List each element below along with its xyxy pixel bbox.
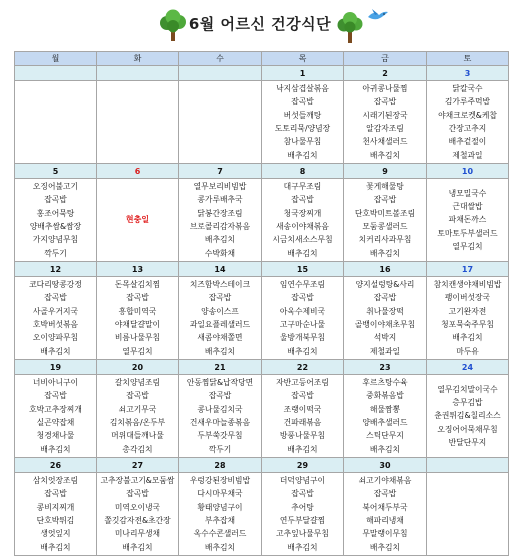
weekday-header: 월 (15, 52, 97, 66)
menu-item: 가지양념무침 (32, 235, 79, 245)
date-cell: 3 (427, 66, 509, 81)
menu-item: 열무김치 (122, 346, 153, 356)
menu-row (15, 81, 509, 164)
menu-item: 안동찜닭&납작당면 (186, 377, 254, 387)
menu-cell (179, 81, 262, 164)
menu-cell (344, 473, 427, 556)
menu-item: 배추김치 (204, 235, 236, 245)
menu-item: 건새우마늘종볶음 (189, 418, 251, 427)
menu-item: 취나물장떡 (366, 306, 404, 316)
menu-cell (427, 277, 509, 360)
date-row (15, 360, 509, 375)
menu-item: 잡곡밥 (373, 97, 397, 107)
weekday-header: 화 (97, 52, 179, 66)
menu-item: 미나리무생채 (114, 529, 161, 539)
menu-item: 배추김치 (369, 150, 401, 160)
menu-item: 배추김치 (204, 542, 236, 552)
menu-item: 잡곡밥 (291, 391, 314, 401)
weekday-header-row (15, 52, 509, 66)
menu-item: 잡곡밥 (208, 391, 232, 401)
menu-cell (179, 473, 262, 556)
menu-cell (97, 81, 179, 164)
menu-item: 비름나물무침 (114, 333, 161, 343)
menu-item: 새콤야채쫄면 (197, 333, 243, 343)
weekday-header: 목 (262, 52, 344, 66)
menu-item: 배추김치 (287, 248, 318, 258)
menu-item: 배추김치 (369, 248, 401, 258)
menu-item: 삼치엇장조림 (32, 475, 79, 485)
weekday-header: 토 (427, 52, 509, 66)
menu-item: 춘권튀김&칠리소스 (434, 411, 501, 421)
menu-item: 자반고등어조림 (276, 377, 329, 387)
menu-item: 청경채나물 (36, 431, 75, 441)
menu-cell (262, 179, 344, 262)
menu-item: 열무김치말이국수 (437, 384, 498, 394)
menu-item: 배추김치 (287, 542, 318, 552)
menu-item: 새송이야채볶음 (276, 222, 329, 231)
menu-item: 쫄깃감자전&초간장 (104, 516, 171, 525)
menu-item: 모둠콩샐러드 (362, 222, 408, 231)
date-cell: 15 (262, 262, 344, 277)
menu-item: 임연수무조림 (279, 279, 326, 289)
menu-item: 고기완자전 (448, 306, 487, 316)
date-row (15, 458, 509, 473)
menu-item: 북어채두부국 (362, 502, 408, 512)
menu-item: 잡곡밥 (373, 293, 397, 303)
menu-cell (344, 179, 427, 262)
date-cell: 2 (344, 66, 427, 81)
date-cell: 10 (427, 164, 509, 179)
menu-item: 냉모밀국수 (448, 188, 487, 198)
menu-cell (97, 277, 179, 360)
menu-item: 천사채샐러드 (362, 137, 408, 147)
menu-cell (15, 179, 97, 262)
menu-item: 아귀콩나물찜 (362, 83, 408, 93)
menu-item: 중화볶음밥 (366, 391, 404, 401)
date-cell: 24 (427, 360, 509, 375)
menu-cell (179, 277, 262, 360)
menu-item: 배추김치 (40, 444, 71, 454)
menu-item: 배추김치 (40, 542, 71, 552)
menu-item: 배추김치 (287, 346, 318, 356)
menu-item: 콩가루배추국 (197, 195, 243, 205)
menu-item: 무말랭이무침 (362, 529, 408, 539)
menu-item: 배추김치 (122, 542, 153, 552)
date-cell: 16 (344, 262, 427, 277)
date-cell: 28 (179, 458, 262, 473)
menu-item: 더덕양념구이 (279, 475, 326, 485)
menu-item: 단호박튀김 (36, 516, 75, 525)
menu-item: 참나물무침 (283, 137, 322, 147)
menu-item: 갈치양념조림 (114, 377, 161, 387)
menu-item: 토마토두부샐러드 (437, 228, 498, 238)
date-cell: 1 (262, 66, 344, 81)
menu-item: 배추김치 (287, 444, 318, 454)
tree-icon (336, 12, 364, 44)
menu-item: 마두유 (456, 346, 479, 356)
menu-item: 시래기된장국 (362, 110, 408, 120)
menu-item: 야채달걀말이 (114, 320, 161, 329)
menu-cell (262, 81, 344, 164)
menu-cell (427, 81, 509, 164)
menu-item: 오징어어묵채무침 (437, 424, 498, 434)
menu-item: 두부쑥갓무침 (197, 431, 243, 441)
menu-item: 김가루주먹밥 (444, 97, 491, 107)
weekday-header: 금 (344, 52, 427, 66)
menu-cell (344, 81, 427, 164)
menu-row (15, 473, 509, 556)
date-cell: 27 (97, 458, 179, 473)
date-cell: 20 (97, 360, 179, 375)
menu-item: 고구마순나물 (279, 320, 326, 329)
menu-item: 우렁강된장비빔밥 (189, 475, 251, 485)
menu-item: 양배추쌈&쌈장 (29, 222, 82, 231)
menu-item: 잡곡밥 (291, 489, 314, 499)
menu-item: 미역오이냉국 (114, 502, 161, 512)
menu-item: 다시마무채국 (197, 489, 243, 499)
menu-item: 깍두기 (208, 444, 232, 454)
menu-item: 참치캔생야채비빔밥 (433, 279, 502, 289)
menu-cell (179, 179, 262, 262)
menu-item: 오징어불고기 (32, 181, 79, 191)
menu-cell (262, 375, 344, 458)
menu-item: 잡곡밥 (44, 195, 67, 205)
bird-icon (366, 8, 390, 24)
date-cell: 14 (179, 262, 262, 277)
menu-item: 해물짬뽕 (369, 404, 401, 414)
menu-item: 옥수수콘샐러드 (193, 529, 247, 539)
menu-item: 흥합미역국 (118, 306, 157, 316)
menu-cell (15, 473, 97, 556)
menu-item: 부추잡채 (204, 516, 236, 525)
menu-item: 오이양파무침 (32, 333, 79, 343)
menu-item: 잡곡밥 (291, 195, 314, 205)
date-cell: 23 (344, 360, 427, 375)
menu-item: 버섯들깨탕 (283, 110, 322, 120)
menu-item: 실곤약잡채 (36, 418, 75, 427)
menu-cell (15, 81, 97, 164)
date-row (15, 66, 509, 81)
date-cell: 30 (344, 458, 427, 473)
menu-item: 잡곡밥 (126, 391, 149, 401)
menu-cell (344, 375, 427, 458)
date-cell: 6 (97, 164, 179, 179)
menu-cell (262, 277, 344, 360)
date-cell (179, 66, 262, 81)
menu-item: 잡곡밥 (373, 195, 397, 205)
menu-item: 단호박미트볼조림 (354, 208, 416, 218)
menu-item: 야채크로켓&케찹 (438, 110, 497, 120)
menu-item: 울방개북무침 (279, 333, 326, 343)
menu-item: 스틱단무지 (366, 431, 404, 441)
menu-item: 팽이버섯장국 (444, 293, 491, 303)
menu-item: 수박화채 (204, 248, 236, 258)
menu-item: 배추김치 (369, 542, 401, 552)
menu-item: 대구무조림 (283, 181, 322, 191)
date-cell: 19 (15, 360, 97, 375)
menu-item: 시금치새소스무침 (272, 235, 333, 245)
menu-item: 근대쌀밥 (452, 201, 483, 211)
menu-item: 연두부달걀찜 (279, 516, 326, 525)
menu-item: 콩비지찌개 (36, 502, 75, 512)
menu-row (15, 277, 509, 360)
menu-item: 방풍나물무침 (279, 431, 326, 441)
menu-item: 총각김치 (122, 444, 153, 454)
menu-item: 배추겉절이 (448, 137, 487, 147)
menu-item: 브로콜리감자볶음 (189, 222, 251, 231)
weekday-header: 수 (179, 52, 262, 66)
date-cell (15, 66, 97, 81)
menu-item: 석박지 (373, 333, 397, 343)
date-cell: 12 (15, 262, 97, 277)
date-row (15, 262, 509, 277)
menu-item: 잡곡밥 (208, 293, 232, 303)
menu-cell (15, 375, 97, 458)
menu-item: 반달단무지 (448, 438, 487, 448)
menu-item: 치커리사과무침 (358, 235, 412, 245)
menu-item: 청포묵숙주무침 (441, 320, 494, 329)
menu-item: 콩나물김치국 (197, 404, 243, 414)
menu-item: 양송이스프 (201, 306, 239, 316)
date-cell: 17 (427, 262, 509, 277)
page-title: 6월 어르신 건강식단 (188, 15, 332, 33)
holiday-label: 현충일 (125, 215, 150, 225)
date-cell: 29 (262, 458, 344, 473)
menu-item: 쇠고기무국 (118, 404, 157, 414)
menu-item: 조랭이떡국 (283, 404, 322, 414)
menu-item: 청국장찌개 (283, 208, 322, 218)
menu-item: 치즈함박스테이크 (189, 279, 251, 289)
menu-cell (179, 375, 262, 458)
menu-item: 너비아니구이 (32, 377, 79, 387)
menu-item: 낙지삼겹살볶음 (276, 83, 329, 93)
menu-item: 돈목살김치찜 (114, 279, 161, 289)
date-cell: 21 (179, 360, 262, 375)
menu-item: 꽃게해물탕 (366, 181, 404, 191)
menu-item: 양배추샐러드 (362, 418, 408, 427)
menu-item: 잡곡밥 (44, 391, 67, 401)
menu-item: 고추잎나물무침 (276, 529, 329, 539)
menu-item: 잡곡밥 (291, 293, 314, 303)
menu-calendar (14, 51, 509, 556)
menu-item: 배추김치 (369, 444, 401, 454)
date-cell: 26 (15, 458, 97, 473)
menu-item: 간장고추지 (448, 124, 487, 133)
menu-item: 도토리묵/양념장 (274, 124, 331, 133)
menu-item: 김치볶음/온두부 (109, 418, 166, 427)
menu-cell (262, 473, 344, 556)
menu-item: 열무보리비빔밥 (193, 181, 247, 191)
menu-item: 잡곡밥 (126, 293, 149, 303)
menu-cell (15, 277, 97, 360)
menu-cell (97, 375, 179, 458)
date-cell: 5 (15, 164, 97, 179)
menu-cell (427, 375, 509, 458)
menu-row (15, 375, 509, 458)
date-cell: 22 (262, 360, 344, 375)
menu-cell (427, 473, 509, 556)
date-cell: 9 (344, 164, 427, 179)
menu-item: 후르츠탕수육 (362, 377, 408, 387)
menu-item: 골뱅이야채초무침 (354, 320, 416, 329)
menu-item: 황태양념구이 (197, 502, 243, 512)
menu-cell (427, 179, 509, 262)
menu-item: 아욱수제비국 (279, 306, 326, 316)
menu-item: 열무김치 (452, 242, 483, 252)
menu-item: 해파리냉채 (366, 516, 404, 525)
menu-item: 배추김치 (204, 346, 236, 356)
menu-cell (344, 277, 427, 360)
menu-item: 닭칼국수 (452, 83, 483, 93)
menu-item: 잡곡밥 (291, 97, 314, 107)
menu-item: 고추장불고기&모둠쌈 (100, 475, 175, 485)
menu-item: 잡곡밥 (44, 489, 67, 499)
header (0, 0, 520, 48)
menu-item: 파채돈까스 (448, 215, 487, 225)
menu-cell (97, 473, 179, 556)
menu-item: 머위대들깨나물 (111, 431, 164, 441)
menu-item: 코다리땅콩강정 (29, 279, 82, 289)
date-cell (97, 66, 179, 81)
menu-item: 생엇잎지 (40, 529, 71, 539)
date-cell: 13 (97, 262, 179, 277)
menu-item: 과일요플레샐러드 (189, 320, 251, 329)
date-cell: 7 (179, 164, 262, 179)
menu-item: 층무김밥 (452, 397, 483, 407)
menu-item: 잡곡밥 (44, 293, 67, 303)
date-cell (427, 458, 509, 473)
menu-item: 잡곡밥 (126, 489, 149, 499)
date-cell: 8 (262, 164, 344, 179)
menu-item: 배추김치 (287, 150, 318, 160)
menu-item: 닭봉간장조림 (197, 208, 243, 218)
menu-item: 배추김치 (452, 333, 483, 343)
menu-item: 건파래볶음 (283, 418, 322, 427)
menu-item: 제철과일 (369, 346, 401, 356)
menu-item: 쇠고기야채볶음 (358, 475, 412, 485)
menu-item: 추어탕 (291, 502, 314, 512)
menu-item: 제철과일 (452, 150, 483, 160)
menu-item: 깍두기 (44, 248, 67, 258)
menu-item: 호박버섯볶음 (32, 320, 79, 329)
date-row (15, 164, 509, 179)
menu-item: 배추김치 (40, 346, 71, 356)
menu-item: 호박고추장찌개 (29, 404, 82, 414)
menu-item: 알감자조림 (366, 124, 404, 133)
menu-item: 양지설렁탕&사리 (355, 279, 415, 289)
menu-row (15, 179, 509, 262)
menu-item: 홍조어묵탕 (36, 208, 75, 218)
menu-cell (97, 179, 179, 262)
menu-item: 사골우거지국 (32, 306, 79, 316)
menu-item: 잡곡밥 (373, 489, 397, 499)
